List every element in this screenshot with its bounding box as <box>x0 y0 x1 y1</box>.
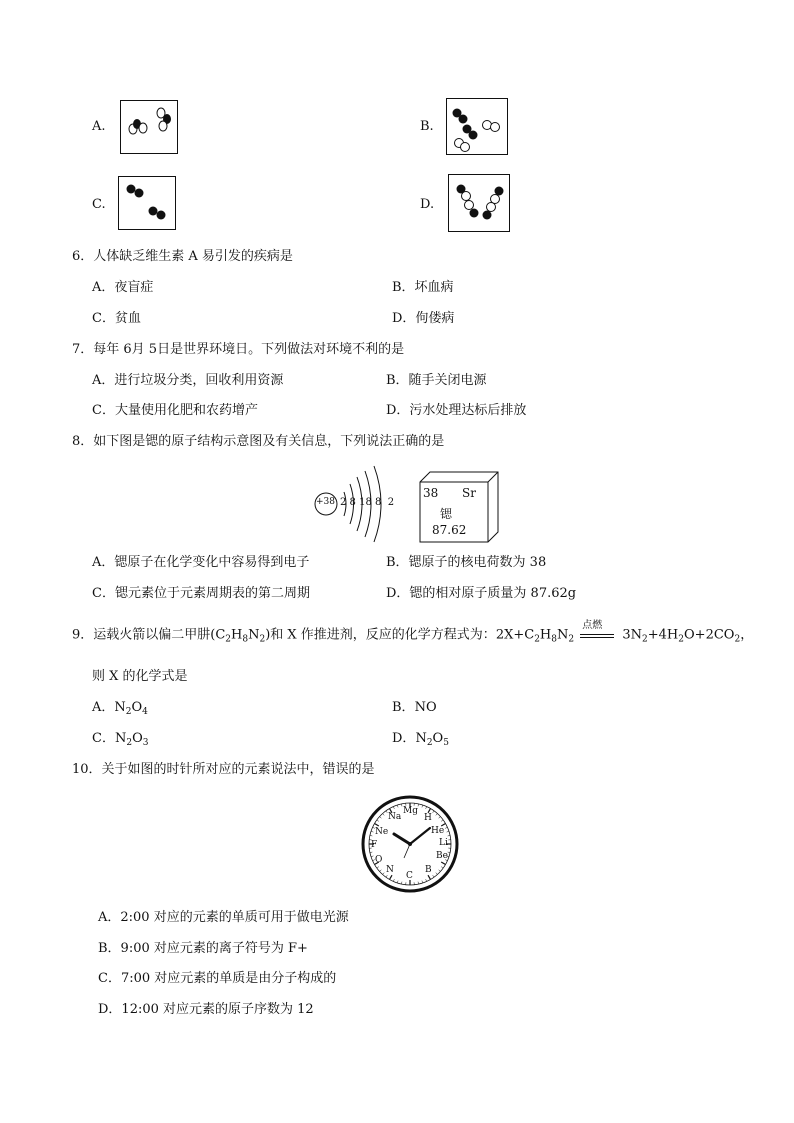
q5-option-b-diagram <box>446 98 508 155</box>
q7-option-c: C．大量使用化肥和农药增产 <box>92 403 258 418</box>
q6-option-d: D．佝偻病 <box>392 311 455 326</box>
q9-option-c: C．$N_2O_3$ <box>92 731 149 748</box>
clock-label-ne: Ne <box>375 827 389 837</box>
clock-label-he: He <box>431 826 445 836</box>
molecule-diagram-b <box>447 99 507 154</box>
atom-structure-diagram <box>310 464 400 544</box>
q9-option-d: D．$N_2O_5$ <box>392 731 449 748</box>
atomic-number: 38 <box>423 486 439 500</box>
clock-label-be: Be <box>436 851 448 861</box>
q5-option-d-label: D. <box>420 197 435 212</box>
q7-stem: 7．每年 6月 5日是世界环境日。下列做法对环境不利的是 <box>72 342 405 357</box>
q5-option-d-diagram <box>448 174 510 232</box>
q5-option-a-label: A. <box>92 119 106 134</box>
q10-option-d: D．12:00 对应元素的原子序数为 12 <box>98 1002 314 1017</box>
q9-option-b-formula: NO <box>414 700 437 715</box>
clock-label-n: N <box>386 865 394 875</box>
atomic-mass: 87.62 <box>432 523 467 537</box>
clock-label-o: O <box>375 855 383 865</box>
element-clock <box>360 794 460 894</box>
q5-option-a-diagram <box>120 100 178 154</box>
clock-label-mg: Mg <box>403 806 418 816</box>
q6-stem: 6．人体缺乏维生素 A 易引发的疾病是 <box>72 249 293 264</box>
q5-option-c-label: C. <box>92 197 106 212</box>
q7-option-b: B．随手关闭电源 <box>386 373 487 388</box>
clock-label-li: Li <box>439 838 448 848</box>
element-name: 锶 <box>440 507 453 521</box>
q8-option-b: B．锶原子的核电荷数为 38 <box>386 555 547 570</box>
q9-option-b-label: B． <box>392 700 415 715</box>
q9-option-d-label: D． <box>392 731 416 746</box>
q9-stem-suffix: ， <box>740 627 754 643</box>
q9-stem-prefix: 9．运载火箭以偏二甲肼(C <box>72 627 226 643</box>
q10-option-a: A．2:00 对应的元素的单质可用于做电光源 <box>98 910 349 925</box>
q9-option-b <box>392 699 437 717</box>
reaction-condition <box>578 620 618 644</box>
q9-option-c-label: C． <box>92 731 115 746</box>
q8-option-a: A．锶原子在化学变化中容易得到电子 <box>92 555 310 570</box>
clock-label-f: F <box>371 840 378 850</box>
clock-label-na: Na <box>388 812 402 822</box>
q9-stem: 9．运载火箭以偏二甲肼$(C_2H_8N_2)$和 X 作推进剂，反应的化学方程式为：$2X+C_2H_8N_2$ 点燃 $3N_2+4H_2O+2CO_2$， <box>72 626 753 645</box>
q10-option-c: C．7:00 对应元素的单质是由分子构成的 <box>98 971 337 986</box>
q8-option-d: D．锶的相对原子质量为 87.62g <box>386 586 577 601</box>
periodic-table-cell <box>418 470 496 542</box>
molecule-diagram-d <box>449 175 509 231</box>
q9-stem-mid: )和 X 作推进剂，反应的化学方程式为： <box>265 627 496 643</box>
q9-followup: 则 X 的化学式是 <box>92 669 188 684</box>
q6-option-c: C．贫血 <box>92 311 141 326</box>
q5-option-c-diagram <box>118 176 176 230</box>
q6-option-b: B．坏血病 <box>392 280 454 295</box>
condition-label: 点燃 <box>582 620 603 631</box>
q9-option-a: A．$N_2O_4$ <box>92 700 148 717</box>
q6-option-a: A．夜盲症 <box>92 280 154 295</box>
element-symbol: Sr <box>462 486 476 500</box>
q7-option-a: A．进行垃圾分类，回收利用资源 <box>92 373 284 388</box>
q10-option-b: B．9:00 对应元素的离子符号为 F+ <box>98 941 308 956</box>
nucleus-charge: +38 <box>316 497 335 507</box>
clock-label-c: C <box>406 871 413 881</box>
clock-label-h: H <box>424 813 432 823</box>
q5-option-b-label: B. <box>420 119 434 134</box>
q7-option-d: D．污水处理达标后排放 <box>386 403 527 418</box>
q9-option-a-label: A． <box>92 700 115 715</box>
molecule-diagram-a <box>121 101 177 153</box>
q8-option-c: C．锶元素位于元素周期表的第二周期 <box>92 586 310 601</box>
clock-label-b: B <box>425 865 432 875</box>
electron-shells: 2 8 18 8 2 <box>340 497 395 508</box>
q8-stem: 8．如下图是锶的原子结构示意图及有关信息，下列说法正确的是 <box>72 434 445 449</box>
molecule-diagram-c <box>119 177 175 229</box>
q10-stem: 10．关于如图的时针所对应的元素说法中，错误的是 <box>72 762 375 777</box>
